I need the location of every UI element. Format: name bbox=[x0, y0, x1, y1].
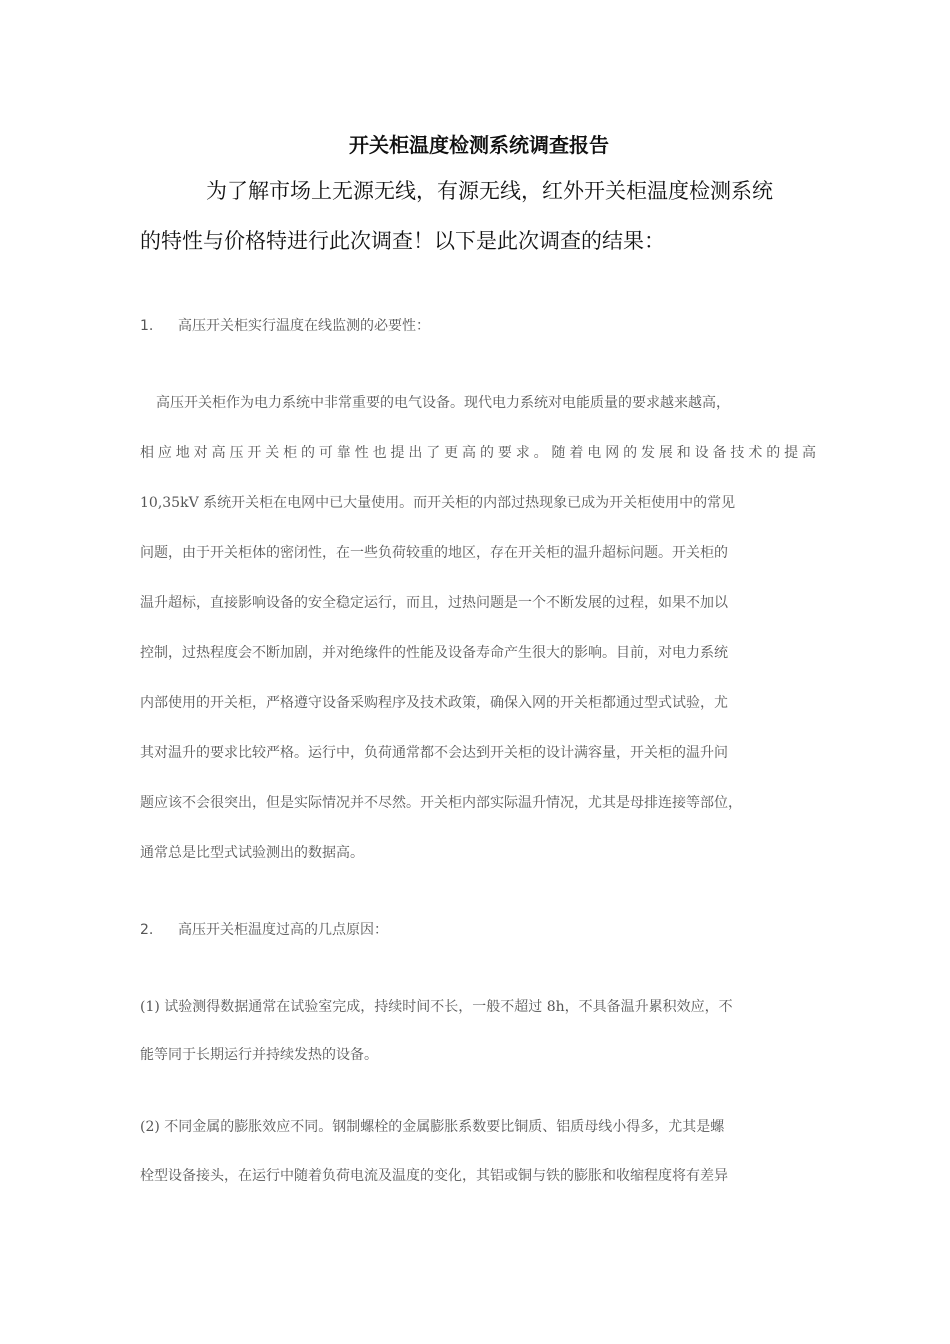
section-1-heading bbox=[140, 316, 430, 336]
section-2-item-2-line-2: 栓型设备接头，在运行中随着负荷电流及温度的变化，其铝或铜与铁的膨胀和收缩程度将有差异 bbox=[140, 1168, 728, 1184]
section-1-line-7: 内部使用的开关柜，严格遵守设备采购程序及技术政策，确保入网的开关柜都通过型式试验，尤 bbox=[140, 695, 728, 711]
section-2-item-2-line-1: (2) 不同金属的膨胀效应不同。钢制螺栓的金属膨胀系数要比铜质、铝质母线小得多，尤其是螺 bbox=[140, 1119, 725, 1135]
section-2-item-1-line-1: (1) 试验测得数据通常在试验室完成，持续时间不长，一般不超过 8h，不具备温升累积效应，不 bbox=[140, 999, 733, 1015]
section-1-line-2: 相应地对高压开关柜的可靠性也提出了更高的要求。随着电网的发展和设备技术的提高 bbox=[140, 445, 816, 461]
section-1-line-5: 温升超标，直接影响设备的安全稳定运行，而且，过热问题是一个不断发展的过程，如果不加以 bbox=[140, 595, 728, 611]
section-1-heading-text: 高压开关柜实行温度在线监测的必要性： bbox=[178, 318, 430, 334]
section-2-heading-text: 高压开关柜温度过高的几点原因： bbox=[178, 922, 388, 938]
section-2-item-1-line-2: 能等同于长期运行并持续发热的设备。 bbox=[140, 1047, 378, 1063]
section-1-line-9: 题应该不会很突出，但是实际情况并不尽然。开关柜内部实际温升情况，尤其是母排连接等部位， bbox=[140, 795, 742, 811]
section-1-number: 1. bbox=[140, 318, 154, 334]
section-2-number: 2. bbox=[140, 922, 154, 938]
intro-line-1: 为了解市场上无源无线，有源无线，红外开关柜温度检测系统 bbox=[206, 179, 773, 203]
section-1-line-1: 高压开关柜作为电力系统中非常重要的电气设备。现代电力系统对电能质量的要求越来越高， bbox=[156, 395, 730, 411]
section-1-line-3: 10,35kV 系统开关柜在电网中已大量使用。而开关柜的内部过热现象已成为开关柜使用中的常见 bbox=[140, 495, 736, 511]
section-1-line-8: 其对温升的要求比较严格。运行中，负荷通常都不会达到开关柜的设计满容量，开关柜的温升问 bbox=[140, 745, 728, 761]
section-1-line-10: 通常总是比型式试验测出的数据高。 bbox=[140, 845, 364, 861]
document-title: 开关柜温度检测系统调查报告 bbox=[349, 133, 609, 157]
section-2-heading bbox=[140, 920, 388, 940]
intro-line-2: 的特性与价格特进行此次调查！以下是此次调查的结果： bbox=[140, 229, 665, 253]
section-1-line-6: 控制，过热程度会不断加剧，并对绝缘件的性能及设备寿命产生很大的影响。目前，对电力系统 bbox=[140, 645, 728, 661]
section-1-line-4: 问题，由于开关柜体的密闭性，在一些负荷较重的地区，存在开关柜的温升超标问题。开关柜的 bbox=[140, 545, 728, 561]
